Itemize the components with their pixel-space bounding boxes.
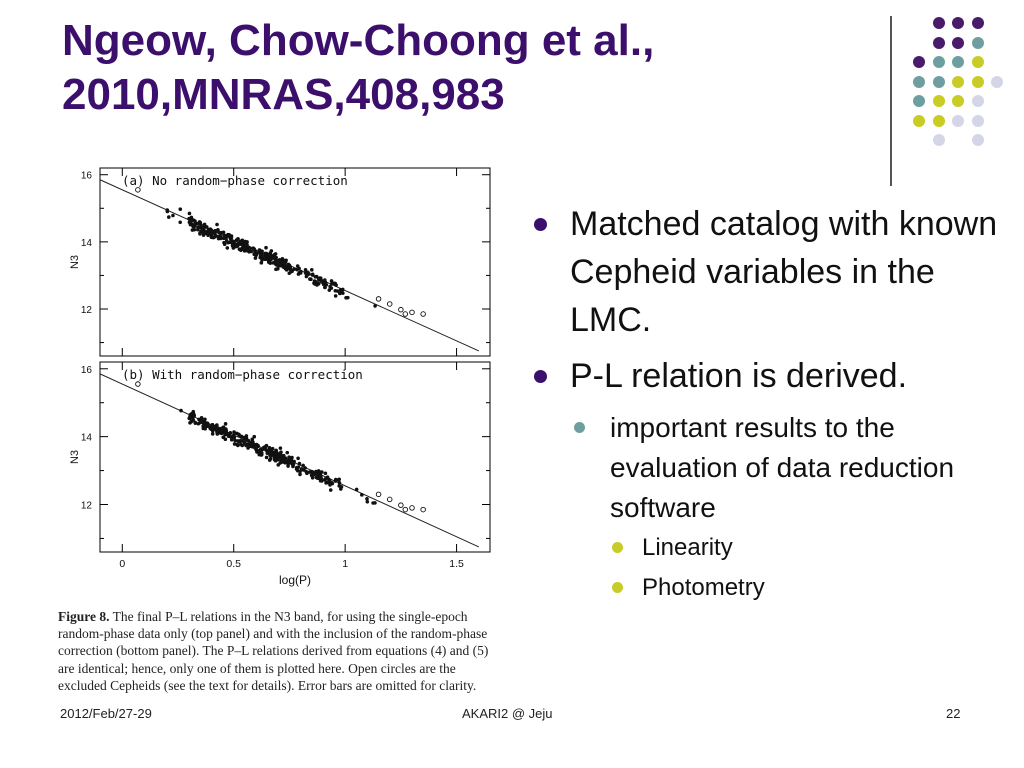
sub-sub-bullet-item [530,528,1010,568]
data-point [211,429,215,433]
open-circle-point [136,188,141,193]
x-tick-label: 1 [342,558,349,570]
decorative-dot [952,95,964,107]
data-point [337,478,341,482]
data-point [246,443,250,447]
data-point [274,452,278,456]
data-point [298,462,302,466]
x-tick-label: 1.5 [449,558,464,570]
data-point [191,228,195,232]
sub-sub-bullet-item [530,568,1010,608]
decorative-dot [913,115,925,127]
pl-relation-chart [58,160,498,605]
data-point [271,447,275,451]
data-point [245,244,249,248]
data-point [303,466,307,470]
data-point [334,479,338,483]
open-circle-point [403,312,408,317]
data-point [191,225,195,229]
data-point [334,294,338,298]
x-axis-label: log(P) [278,573,312,587]
sub-bullet-item [530,408,1010,528]
data-point [297,465,301,469]
decorative-dot [913,95,925,107]
data-point [279,459,283,463]
data-point [226,246,230,250]
data-point [310,268,314,272]
data-point [214,229,218,233]
decorative-dot [952,115,964,127]
data-point [239,443,243,447]
data-point [269,451,273,455]
data-point [171,214,175,218]
footer-page-number: 22 [946,706,961,721]
bullet-text: P-L relation is derived. [570,357,908,395]
decorative-dot [913,56,925,68]
paper-figure [58,160,498,715]
data-point [285,451,289,455]
caption-label: Figure 8. [58,609,110,624]
data-point [242,241,246,245]
decorative-dot [972,56,984,68]
bullet-marker-icon [534,370,547,383]
data-point [252,247,256,251]
sub-sub-bullet-text: Linearity [642,534,733,561]
open-circle-point [410,310,415,315]
decorative-dot [972,95,984,107]
decorative-dot [952,17,964,29]
y-axis-label: N3 [69,449,81,465]
data-point [324,471,328,475]
y-tick-label: 14 [80,237,92,249]
panel-label: (b) With random−phase correction [122,367,363,382]
data-point [193,421,197,425]
data-point [236,242,240,246]
data-point [285,265,289,269]
data-point [292,460,296,464]
sub-sub-bullet-marker-icon [612,542,623,553]
open-circle-point [376,297,381,302]
y-tick-label: 16 [80,170,92,182]
data-point [336,289,340,293]
data-point [269,457,273,461]
data-point [328,288,332,292]
data-point [300,467,304,471]
title-line-2: 2010,MNRAS,408,983 [62,70,505,119]
data-point [202,231,206,235]
data-point [373,304,377,308]
data-point [265,456,269,460]
data-point [260,253,264,257]
decorative-dot [952,37,964,49]
data-point [324,477,328,481]
data-point [178,207,182,211]
data-point [196,228,200,232]
decorative-dot [991,76,1003,88]
data-point [329,488,333,492]
decorative-dot [933,17,945,29]
decorative-dot [933,56,945,68]
x-tick-label: 0.5 [226,558,242,570]
data-point [238,439,242,443]
data-point [273,458,277,462]
data-point [355,488,359,492]
data-point [314,472,318,476]
data-point [188,212,192,216]
data-point [262,447,266,451]
data-point [273,256,277,260]
decorative-dot [933,76,945,88]
open-circle-point [421,507,426,512]
data-point [222,235,226,239]
data-point [297,267,301,271]
open-circle-point [403,507,408,512]
data-point [366,500,370,504]
data-point [192,218,196,222]
data-point [211,425,215,429]
data-point [292,267,296,271]
decorative-dot [952,76,964,88]
data-point [230,234,234,238]
y-tick-label: 12 [80,500,92,512]
data-point [252,435,256,439]
data-point [309,277,313,281]
data-point [236,444,240,448]
bullet-item [530,200,1010,344]
data-point [298,473,302,477]
data-point [265,253,269,257]
decorative-dot [913,76,925,88]
open-circle-point [387,302,392,307]
data-point [274,267,278,271]
data-point [178,220,182,224]
data-point [215,223,219,227]
data-point [249,249,253,253]
data-point [263,257,267,261]
decorative-dot [972,134,984,146]
sub-sub-bullet-marker-icon [612,582,623,593]
data-point [282,259,286,263]
data-point [311,273,315,277]
data-point [365,497,369,501]
caption-text: The final P–L relations in the N3 band, for using the single-epoch random-phase data only (top panel) and with the inclusion of the random-phase correction (bottom panel). The P–L relations derived from equations (4) and (5) are identical; hence, only one of them is plotted here. Open circles are the excluded Cepheids (see the text for details). Error bars are omitted for clarity. [58,609,489,693]
data-point [231,239,235,243]
data-point [243,440,247,444]
data-point [220,429,224,433]
data-point [227,434,231,438]
decorative-dot [933,115,945,127]
data-point [238,434,242,438]
decorative-dot [972,17,984,29]
data-point [199,420,203,424]
panel-frame [100,168,490,356]
data-point [230,438,234,442]
data-point [224,429,228,433]
footer-date: 2012/Feb/27-29 [60,706,152,721]
data-point [203,427,207,431]
title-line-1: Ngeow, Chow-Choong et al., [62,16,655,65]
data-point [339,487,343,491]
data-point [188,417,192,421]
panel-label: (a) No random−phase correction [122,173,348,188]
decorative-dot [933,95,945,107]
open-circle-point [410,506,415,511]
data-point [325,480,329,484]
data-point [233,435,237,439]
data-point [360,493,364,497]
decorative-divider [890,16,892,186]
data-point [219,237,223,241]
decorative-dot [972,115,984,127]
data-point [289,461,293,465]
data-point [264,246,268,250]
x-tick-label: 0 [119,558,126,570]
figure-caption [58,608,498,694]
y-axis-label: N3 [69,254,81,270]
data-point [313,282,317,286]
data-point [191,410,195,414]
data-point [273,253,277,257]
data-point [332,282,336,286]
data-point [304,470,308,474]
data-point [320,470,324,474]
data-point [233,432,237,436]
decorative-dot [933,134,945,146]
y-tick-label: 16 [80,364,92,376]
open-circle-point [376,492,381,497]
data-point [338,481,342,485]
data-point [224,437,228,441]
open-circle-point [399,503,404,508]
data-point [320,477,324,481]
data-point [279,446,283,450]
y-tick-label: 14 [80,432,92,444]
data-point [257,453,261,457]
bullet-item [530,352,1010,400]
data-point [344,296,348,300]
data-point [225,239,229,243]
data-point [243,248,247,252]
bullet-list [530,200,1010,608]
data-point [224,422,228,426]
data-point [216,429,220,433]
data-point [223,242,227,246]
slide-title [62,14,862,122]
data-point [233,439,237,443]
data-point [311,470,315,474]
decorative-dot [952,56,964,68]
data-point [220,231,224,235]
panel-frame [100,362,490,552]
data-point [215,423,219,427]
data-point [269,251,273,255]
data-point [268,261,272,265]
data-point [209,230,213,234]
data-point [238,247,242,251]
sub-bullet-marker-icon [574,422,585,433]
data-point [167,215,171,219]
data-point [205,225,209,229]
y-tick-label: 12 [80,305,92,316]
data-point [278,258,282,262]
open-circle-point [399,307,404,312]
data-point [328,481,332,485]
bullet-marker-icon [534,218,547,231]
data-point [197,222,201,226]
data-point [305,273,309,277]
data-point [299,270,303,274]
data-point [323,286,327,290]
data-point [296,456,300,460]
sub-sub-bullet-text: Photometry [642,574,765,601]
data-point [320,280,324,284]
open-circle-point [387,497,392,502]
footer-center: AKARI2 @ Jeju [462,706,553,721]
data-point [260,261,264,265]
decorative-dot [972,37,984,49]
open-circle-point [421,312,426,317]
data-point [212,236,216,240]
data-point [255,251,259,255]
data-point [289,270,293,274]
data-point [206,233,210,237]
bullet-text: Matched catalog with known Cepheid variables in the LMC. [570,205,998,339]
data-point [328,285,332,289]
open-circle-point [136,382,141,387]
data-point [311,476,315,480]
data-point [166,210,170,214]
data-point [203,417,207,421]
decorative-dot [933,37,945,49]
decorative-dot [972,76,984,88]
data-point [205,422,209,426]
data-point [341,291,345,295]
data-point [339,288,343,292]
sub-bullet-text: important results to the evaluation of data reduction software [610,412,955,523]
data-point [315,476,319,480]
data-point [231,244,235,248]
data-point [371,501,375,505]
data-point [179,409,183,413]
data-point [250,443,254,447]
data-point [254,446,258,450]
data-point [286,458,290,462]
data-point [317,282,321,286]
data-point [192,414,196,418]
data-point [189,221,193,225]
